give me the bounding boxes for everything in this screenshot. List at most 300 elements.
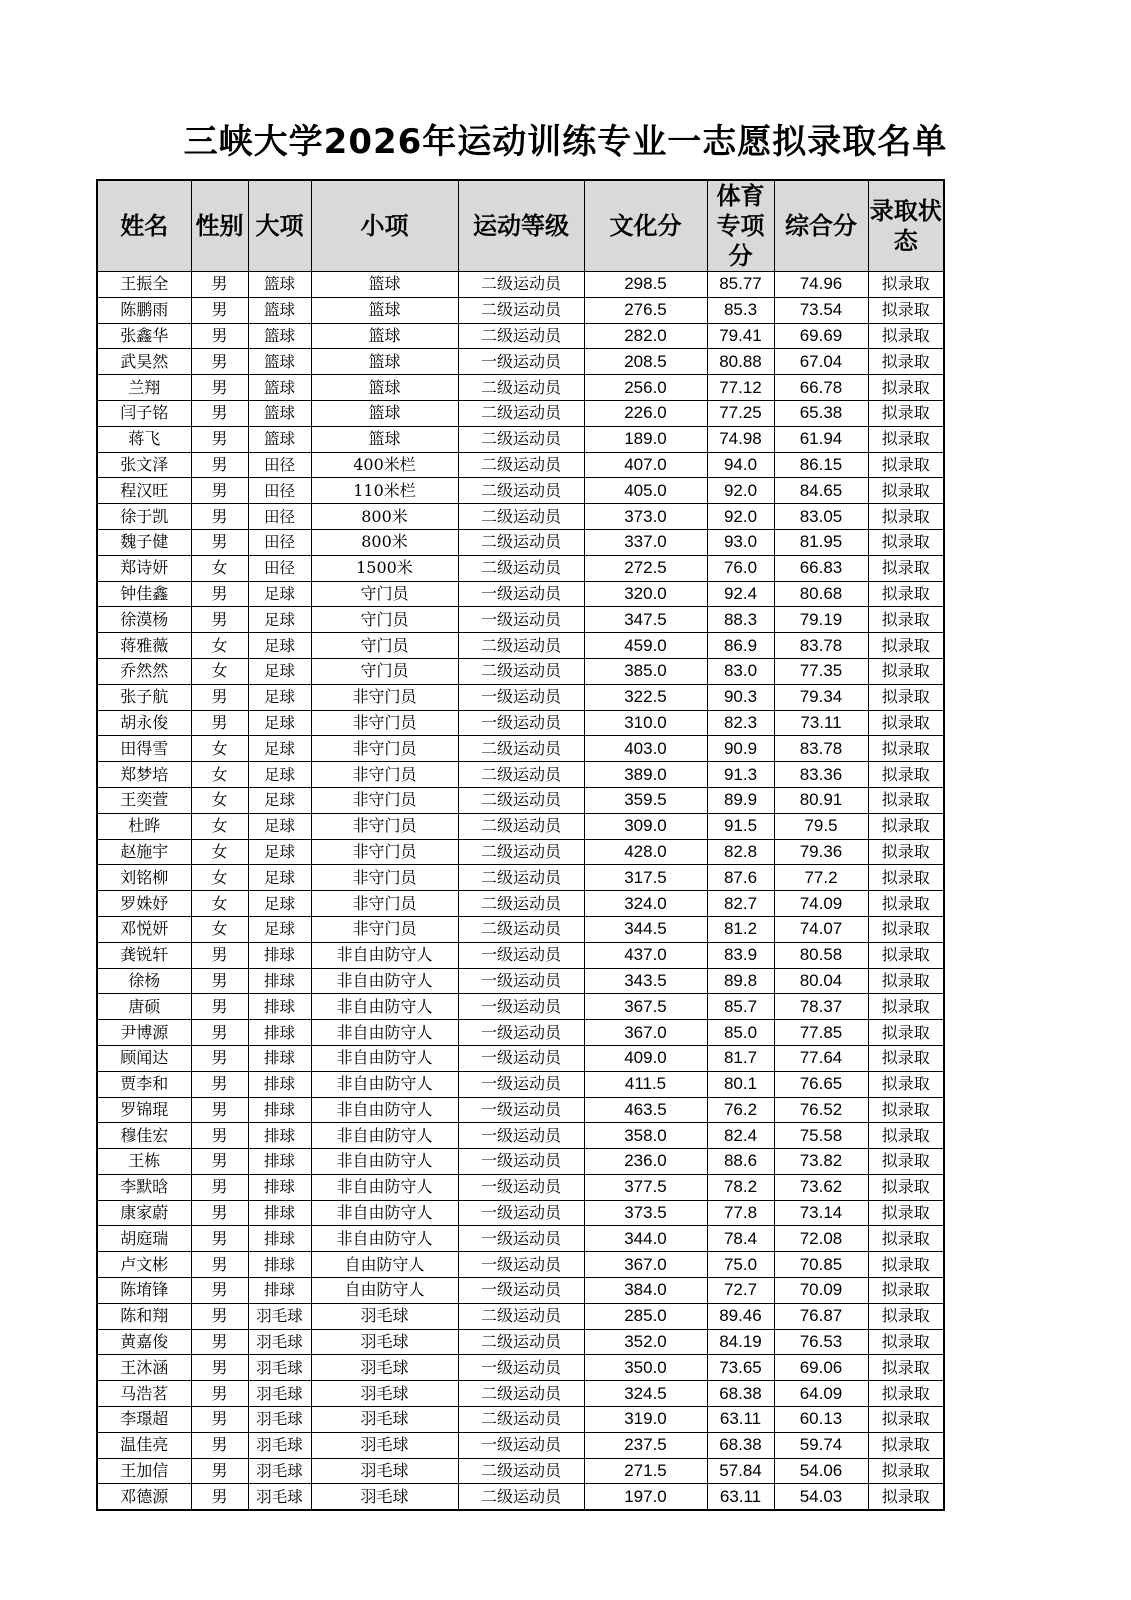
table-row [97, 452, 944, 478]
cell-name: 李璟超 [97, 1407, 191, 1433]
cell-status: 拟录取 [868, 426, 944, 452]
cell-sex: 男 [191, 684, 248, 710]
cell-total-score: 69.69 [774, 323, 868, 349]
document-title: 三峡大学2026年运动训练专业一志愿拟录取名单 [183, 122, 948, 162]
table-row [97, 400, 944, 426]
cell-level: 二级运动员 [458, 839, 584, 865]
cell-event: 自由防守人 [311, 1252, 458, 1278]
cell-status: 拟录取 [868, 787, 944, 813]
table-row [97, 710, 944, 736]
cell-level: 二级运动员 [458, 555, 584, 581]
cell-name: 田得雪 [97, 736, 191, 762]
cell-category: 足球 [248, 865, 311, 891]
cell-culture-score: 282.0 [584, 323, 707, 349]
cell-level: 二级运动员 [458, 762, 584, 788]
cell-sport-score: 89.8 [707, 968, 774, 994]
cell-status: 拟录取 [868, 272, 944, 298]
cell-name: 陈鹏雨 [97, 297, 191, 323]
table-row [97, 1174, 944, 1200]
cell-sport-score: 77.8 [707, 1200, 774, 1226]
cell-category: 排球 [248, 942, 311, 968]
cell-sex: 男 [191, 478, 248, 504]
cell-total-score: 76.52 [774, 1097, 868, 1123]
cell-culture-score: 189.0 [584, 426, 707, 452]
cell-category: 足球 [248, 658, 311, 684]
cell-event: 非守门员 [311, 762, 458, 788]
cell-sex: 男 [191, 375, 248, 401]
cell-sex: 男 [191, 1149, 248, 1175]
cell-sex: 男 [191, 1045, 248, 1071]
cell-total-score: 72.08 [774, 1226, 868, 1252]
cell-name: 赵施宇 [97, 839, 191, 865]
cell-total-score: 80.68 [774, 581, 868, 607]
cell-total-score: 78.37 [774, 994, 868, 1020]
cell-sex: 男 [191, 994, 248, 1020]
cell-status: 拟录取 [868, 581, 944, 607]
table-row [97, 839, 944, 865]
table-row [97, 529, 944, 555]
cell-total-score: 66.83 [774, 555, 868, 581]
cell-sex: 女 [191, 787, 248, 813]
cell-total-score: 80.04 [774, 968, 868, 994]
cell-sport-score: 63.11 [707, 1484, 774, 1510]
cell-name: 刘铭柳 [97, 865, 191, 891]
cell-event: 守门员 [311, 581, 458, 607]
cell-name: 兰翔 [97, 375, 191, 401]
cell-level: 二级运动员 [458, 633, 584, 659]
cell-culture-score: 285.0 [584, 1303, 707, 1329]
cell-name: 康家蔚 [97, 1200, 191, 1226]
header-event: 小项 [311, 180, 458, 272]
cell-total-score: 73.54 [774, 297, 868, 323]
cell-category: 足球 [248, 839, 311, 865]
cell-culture-score: 344.0 [584, 1226, 707, 1252]
cell-sex: 男 [191, 1278, 248, 1304]
cell-name: 罗锦琨 [97, 1097, 191, 1123]
table-row [97, 607, 944, 633]
cell-total-score: 80.91 [774, 787, 868, 813]
cell-name: 杜晔 [97, 813, 191, 839]
cell-category: 足球 [248, 787, 311, 813]
cell-event: 非自由防守人 [311, 1174, 458, 1200]
cell-culture-score: 367.0 [584, 1252, 707, 1278]
cell-sex: 女 [191, 916, 248, 942]
cell-total-score: 81.95 [774, 529, 868, 555]
cell-total-score: 74.96 [774, 272, 868, 298]
cell-category: 足球 [248, 581, 311, 607]
cell-sex: 男 [191, 581, 248, 607]
cell-category: 篮球 [248, 272, 311, 298]
cell-status: 拟录取 [868, 504, 944, 530]
cell-total-score: 83.36 [774, 762, 868, 788]
cell-status: 拟录取 [868, 1252, 944, 1278]
cell-name: 徐漠杨 [97, 607, 191, 633]
cell-level: 一级运动员 [458, 942, 584, 968]
cell-culture-score: 359.5 [584, 787, 707, 813]
cell-level: 二级运动员 [458, 272, 584, 298]
cell-sport-score: 91.3 [707, 762, 774, 788]
cell-name: 唐硕 [97, 994, 191, 1020]
cell-status: 拟录取 [868, 1071, 944, 1097]
cell-category: 排球 [248, 1149, 311, 1175]
cell-status: 拟录取 [868, 323, 944, 349]
cell-sex: 男 [191, 349, 248, 375]
cell-status: 拟录取 [868, 1278, 944, 1304]
cell-event: 羽毛球 [311, 1303, 458, 1329]
cell-event: 非自由防守人 [311, 1020, 458, 1046]
cell-category: 足球 [248, 762, 311, 788]
cell-event: 非守门员 [311, 684, 458, 710]
cell-level: 一级运动员 [458, 710, 584, 736]
cell-status: 拟录取 [868, 1174, 944, 1200]
table-row [97, 1381, 944, 1407]
cell-status: 拟录取 [868, 607, 944, 633]
cell-total-score: 79.19 [774, 607, 868, 633]
table-row [97, 1020, 944, 1046]
cell-sex: 男 [191, 272, 248, 298]
cell-total-score: 73.11 [774, 710, 868, 736]
table-row [97, 1432, 944, 1458]
table-row [97, 1303, 944, 1329]
cell-category: 篮球 [248, 400, 311, 426]
cell-sport-score: 72.7 [707, 1278, 774, 1304]
cell-total-score: 83.78 [774, 736, 868, 762]
cell-category: 排球 [248, 1071, 311, 1097]
table-row [97, 1458, 944, 1484]
cell-category: 排球 [248, 1252, 311, 1278]
cell-culture-score: 411.5 [584, 1071, 707, 1097]
cell-sex: 男 [191, 400, 248, 426]
cell-name: 武昊然 [97, 349, 191, 375]
cell-sport-score: 94.0 [707, 452, 774, 478]
cell-name: 罗姝妤 [97, 891, 191, 917]
table-row [97, 994, 944, 1020]
cell-name: 王加信 [97, 1458, 191, 1484]
cell-sport-score: 83.0 [707, 658, 774, 684]
cell-sport-score: 90.9 [707, 736, 774, 762]
cell-category: 篮球 [248, 375, 311, 401]
cell-sport-score: 63.11 [707, 1407, 774, 1433]
cell-status: 拟录取 [868, 1200, 944, 1226]
cell-sport-score: 79.41 [707, 323, 774, 349]
cell-sex: 女 [191, 762, 248, 788]
cell-sex: 男 [191, 426, 248, 452]
cell-name: 魏子健 [97, 529, 191, 555]
cell-level: 二级运动员 [458, 658, 584, 684]
cell-total-score: 69.06 [774, 1355, 868, 1381]
cell-sex: 男 [191, 504, 248, 530]
cell-event: 篮球 [311, 323, 458, 349]
cell-level: 一级运动员 [458, 1123, 584, 1149]
cell-name: 张文泽 [97, 452, 191, 478]
cell-total-score: 73.82 [774, 1149, 868, 1175]
table-row [97, 633, 944, 659]
header-culture-score: 文化分 [584, 180, 707, 272]
cell-status: 拟录取 [868, 942, 944, 968]
cell-category: 篮球 [248, 426, 311, 452]
cell-name: 胡庭瑞 [97, 1226, 191, 1252]
cell-sex: 男 [191, 1071, 248, 1097]
cell-status: 拟录取 [868, 1329, 944, 1355]
cell-category: 足球 [248, 607, 311, 633]
table-row [97, 1355, 944, 1381]
cell-category: 田径 [248, 529, 311, 555]
cell-sex: 男 [191, 529, 248, 555]
cell-total-score: 76.53 [774, 1329, 868, 1355]
cell-level: 二级运动员 [458, 426, 584, 452]
cell-total-score: 54.03 [774, 1484, 868, 1510]
cell-total-score: 83.05 [774, 504, 868, 530]
cell-level: 二级运动员 [458, 1484, 584, 1510]
cell-total-score: 67.04 [774, 349, 868, 375]
cell-sex: 男 [191, 1123, 248, 1149]
cell-culture-score: 384.0 [584, 1278, 707, 1304]
cell-culture-score: 226.0 [584, 400, 707, 426]
cell-sport-score: 77.25 [707, 400, 774, 426]
table-row [97, 865, 944, 891]
cell-event: 守门员 [311, 658, 458, 684]
cell-level: 一级运动员 [458, 1278, 584, 1304]
cell-culture-score: 319.0 [584, 1407, 707, 1433]
cell-sport-score: 76.0 [707, 555, 774, 581]
cell-sex: 男 [191, 1226, 248, 1252]
cell-category: 羽毛球 [248, 1355, 311, 1381]
cell-name: 龚锐轩 [97, 942, 191, 968]
cell-culture-score: 377.5 [584, 1174, 707, 1200]
cell-culture-score: 237.5 [584, 1432, 707, 1458]
header-sport-score: 体育专项分 [707, 180, 774, 272]
table-row [97, 1407, 944, 1433]
cell-total-score: 73.62 [774, 1174, 868, 1200]
cell-event: 守门员 [311, 633, 458, 659]
cell-status: 拟录取 [868, 1355, 944, 1381]
cell-name: 程汉旺 [97, 478, 191, 504]
cell-category: 羽毛球 [248, 1458, 311, 1484]
cell-sport-score: 80.88 [707, 349, 774, 375]
cell-sex: 男 [191, 942, 248, 968]
cell-event: 羽毛球 [311, 1381, 458, 1407]
cell-culture-score: 276.5 [584, 297, 707, 323]
cell-category: 羽毛球 [248, 1432, 311, 1458]
cell-status: 拟录取 [868, 658, 944, 684]
cell-culture-score: 409.0 [584, 1045, 707, 1071]
cell-name: 顾闻达 [97, 1045, 191, 1071]
table-row [97, 1045, 944, 1071]
cell-total-score: 79.36 [774, 839, 868, 865]
cell-sport-score: 57.84 [707, 1458, 774, 1484]
cell-culture-score: 389.0 [584, 762, 707, 788]
cell-total-score: 76.65 [774, 1071, 868, 1097]
cell-category: 排球 [248, 1045, 311, 1071]
cell-category: 足球 [248, 813, 311, 839]
header-total-score: 综合分 [774, 180, 868, 272]
cell-status: 拟录取 [868, 1097, 944, 1123]
cell-status: 拟录取 [868, 400, 944, 426]
table-row [97, 1071, 944, 1097]
header-level: 运动等级 [458, 180, 584, 272]
cell-status: 拟录取 [868, 839, 944, 865]
cell-sex: 男 [191, 297, 248, 323]
cell-name: 王栋 [97, 1149, 191, 1175]
cell-level: 二级运动员 [458, 400, 584, 426]
cell-sport-score: 91.5 [707, 813, 774, 839]
cell-sport-score: 82.7 [707, 891, 774, 917]
cell-sport-score: 87.6 [707, 865, 774, 891]
cell-total-score: 54.06 [774, 1458, 868, 1484]
cell-status: 拟录取 [868, 736, 944, 762]
cell-culture-score: 352.0 [584, 1329, 707, 1355]
cell-event: 羽毛球 [311, 1329, 458, 1355]
table-row [97, 581, 944, 607]
cell-category: 田径 [248, 478, 311, 504]
cell-level: 一级运动员 [458, 684, 584, 710]
cell-level: 二级运动员 [458, 1329, 584, 1355]
cell-culture-score: 463.5 [584, 1097, 707, 1123]
cell-name: 贾李和 [97, 1071, 191, 1097]
cell-total-score: 83.78 [774, 633, 868, 659]
cell-culture-score: 298.5 [584, 272, 707, 298]
cell-category: 田径 [248, 504, 311, 530]
cell-name: 黄嘉俊 [97, 1329, 191, 1355]
cell-level: 二级运动员 [458, 787, 584, 813]
cell-sex: 男 [191, 452, 248, 478]
cell-culture-score: 385.0 [584, 658, 707, 684]
cell-total-score: 80.58 [774, 942, 868, 968]
cell-sport-score: 77.12 [707, 375, 774, 401]
cell-total-score: 74.07 [774, 916, 868, 942]
cell-name: 王振全 [97, 272, 191, 298]
cell-level: 二级运动员 [458, 529, 584, 555]
cell-event: 篮球 [311, 375, 458, 401]
cell-status: 拟录取 [868, 1407, 944, 1433]
cell-name: 徐杨 [97, 968, 191, 994]
cell-sex: 女 [191, 736, 248, 762]
cell-sex: 男 [191, 1020, 248, 1046]
cell-status: 拟录取 [868, 1045, 944, 1071]
table-row [97, 375, 944, 401]
cell-category: 足球 [248, 736, 311, 762]
cell-sport-score: 90.3 [707, 684, 774, 710]
table-row [97, 1484, 944, 1510]
cell-sport-score: 81.2 [707, 916, 774, 942]
cell-category: 田径 [248, 555, 311, 581]
cell-sex: 男 [191, 1174, 248, 1200]
cell-culture-score: 405.0 [584, 478, 707, 504]
table-row [97, 891, 944, 917]
cell-category: 足球 [248, 916, 311, 942]
cell-sport-score: 92.0 [707, 478, 774, 504]
cell-status: 拟录取 [868, 529, 944, 555]
cell-sport-score: 78.4 [707, 1226, 774, 1252]
cell-event: 篮球 [311, 400, 458, 426]
cell-category: 排球 [248, 994, 311, 1020]
table-row [97, 1278, 944, 1304]
cell-sex: 男 [191, 1303, 248, 1329]
header-name: 姓名 [97, 180, 191, 272]
cell-sport-score: 85.7 [707, 994, 774, 1020]
header-sex: 性别 [191, 180, 248, 272]
table-row [97, 1252, 944, 1278]
cell-sex: 女 [191, 633, 248, 659]
cell-event: 非自由防守人 [311, 1123, 458, 1149]
cell-status: 拟录取 [868, 891, 944, 917]
cell-culture-score: 309.0 [584, 813, 707, 839]
cell-culture-score: 367.5 [584, 994, 707, 1020]
cell-level: 二级运动员 [458, 1303, 584, 1329]
header-category: 大项 [248, 180, 311, 272]
cell-category: 足球 [248, 710, 311, 736]
table-row [97, 426, 944, 452]
cell-level: 一级运动员 [458, 1071, 584, 1097]
cell-sex: 男 [191, 710, 248, 736]
cell-level: 二级运动员 [458, 736, 584, 762]
cell-status: 拟录取 [868, 1458, 944, 1484]
cell-level: 二级运动员 [458, 323, 584, 349]
cell-status: 拟录取 [868, 968, 944, 994]
cell-culture-score: 347.5 [584, 607, 707, 633]
cell-culture-score: 373.5 [584, 1200, 707, 1226]
cell-level: 二级运动员 [458, 1458, 584, 1484]
table-row [97, 762, 944, 788]
cell-event: 800米 [311, 504, 458, 530]
cell-total-score: 79.5 [774, 813, 868, 839]
cell-event: 非守门员 [311, 813, 458, 839]
cell-event: 1500米 [311, 555, 458, 581]
cell-culture-score: 272.5 [584, 555, 707, 581]
table-row [97, 272, 944, 298]
cell-category: 排球 [248, 1200, 311, 1226]
cell-status: 拟录取 [868, 375, 944, 401]
table-row [97, 349, 944, 375]
cell-category: 篮球 [248, 323, 311, 349]
cell-event: 羽毛球 [311, 1484, 458, 1510]
cell-event: 非自由防守人 [311, 942, 458, 968]
cell-category: 排球 [248, 1278, 311, 1304]
cell-sport-score: 68.38 [707, 1432, 774, 1458]
table-header-row [97, 180, 944, 272]
cell-culture-score: 367.0 [584, 1020, 707, 1046]
cell-sex: 男 [191, 1355, 248, 1381]
cell-sport-score: 82.8 [707, 839, 774, 865]
cell-category: 羽毛球 [248, 1484, 311, 1510]
cell-level: 一级运动员 [458, 1149, 584, 1175]
cell-name: 马浩茗 [97, 1381, 191, 1407]
cell-name: 郑梦培 [97, 762, 191, 788]
table-row [97, 1149, 944, 1175]
cell-total-score: 60.13 [774, 1407, 868, 1433]
cell-event: 羽毛球 [311, 1355, 458, 1381]
cell-status: 拟录取 [868, 1303, 944, 1329]
cell-name: 乔然然 [97, 658, 191, 684]
cell-total-score: 70.85 [774, 1252, 868, 1278]
cell-sport-score: 88.6 [707, 1149, 774, 1175]
cell-event: 非守门员 [311, 865, 458, 891]
cell-culture-score: 373.0 [584, 504, 707, 530]
cell-level: 一级运动员 [458, 1252, 584, 1278]
cell-culture-score: 271.5 [584, 1458, 707, 1484]
cell-status: 拟录取 [868, 1381, 944, 1407]
cell-sport-score: 76.2 [707, 1097, 774, 1123]
cell-total-score: 77.64 [774, 1045, 868, 1071]
cell-name: 钟佳鑫 [97, 581, 191, 607]
cell-category: 排球 [248, 1097, 311, 1123]
cell-level: 一级运动员 [458, 1355, 584, 1381]
cell-total-score: 65.38 [774, 400, 868, 426]
cell-sport-score: 68.38 [707, 1381, 774, 1407]
cell-sport-score: 86.9 [707, 633, 774, 659]
cell-sex: 女 [191, 555, 248, 581]
cell-sport-score: 92.4 [707, 581, 774, 607]
